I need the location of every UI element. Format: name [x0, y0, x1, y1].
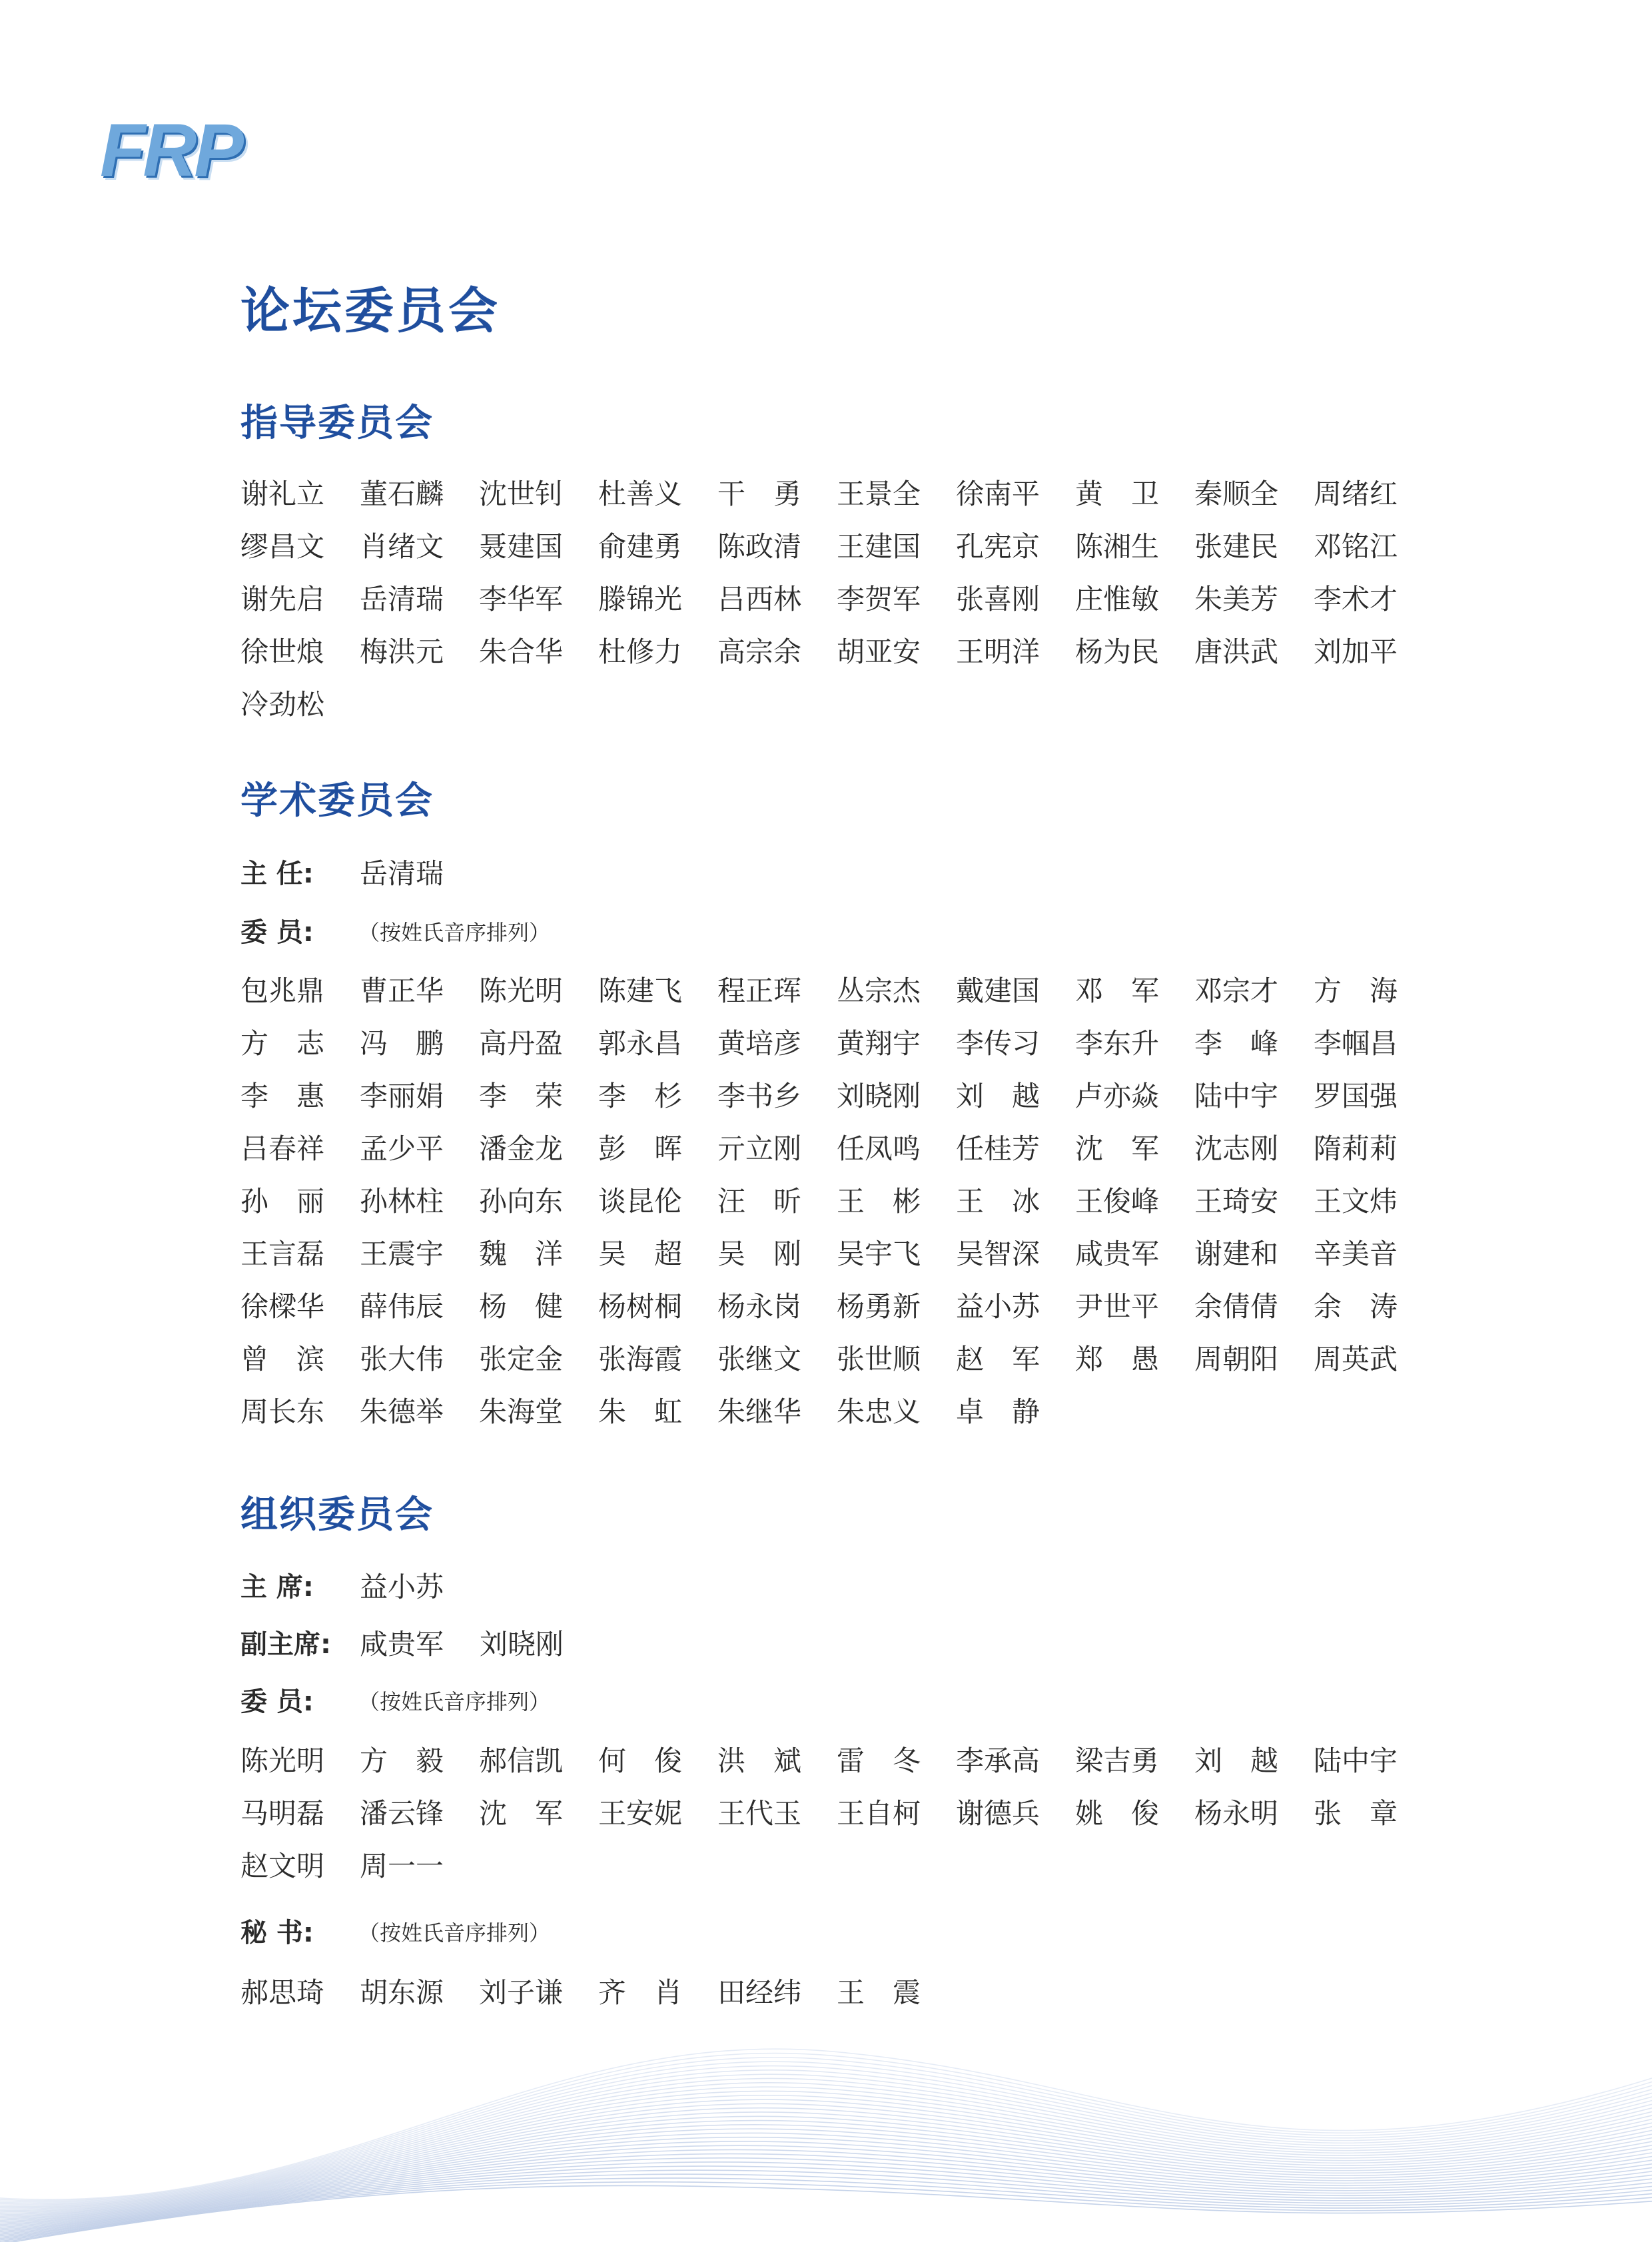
page-title: 论坛委员会	[240, 282, 500, 340]
guidance-member-name: 邓铭江	[1314, 530, 1398, 563]
academic-member-name: 吴智深	[956, 1238, 1040, 1270]
academic-member-name: 朱继华	[717, 1395, 802, 1428]
academic-member-name: 亓立刚	[717, 1132, 802, 1165]
secretary-name: 刘子谦	[479, 1976, 564, 2009]
academic-member-name: 杨勇新	[837, 1290, 921, 1323]
guidance-member-name: 沈世钊	[479, 478, 564, 510]
guidance-member-name: 王建国	[837, 530, 921, 563]
guidance-member-name: 孔宪京	[956, 530, 1040, 563]
guidance-member-name: 滕锦光	[598, 583, 683, 615]
academic-member-name: 张大伟	[360, 1343, 444, 1375]
frp-logo: FRP	[100, 109, 241, 192]
guidance-member-name: 张喜刚	[956, 583, 1040, 615]
academic-member-name: 周朝阳	[1194, 1343, 1279, 1375]
academic-member-name: 罗国强	[1314, 1080, 1398, 1112]
organizing-chair-row	[240, 1567, 480, 1607]
secretary-name: 郝思琦	[240, 1976, 325, 2009]
guidance-member-name: 吕西林	[717, 583, 802, 615]
academic-member-name: 张继文	[717, 1343, 802, 1375]
academic-member-name: 李书乡	[717, 1080, 802, 1112]
academic-member-name: 杨树桐	[598, 1290, 683, 1323]
guidance-member-name: 梅洪元	[360, 635, 444, 668]
organizing-member-name: 刘 越	[1194, 1744, 1278, 1777]
academic-member-name: 王琦安	[1194, 1185, 1279, 1218]
academic-member-name: 周英武	[1314, 1343, 1398, 1375]
academic-member-name: 方 志	[240, 1027, 324, 1060]
academic-member-name: 李丽娟	[360, 1080, 444, 1112]
academic-member-name: 咸贵军	[1075, 1238, 1160, 1270]
academic-member-name: 张定金	[479, 1343, 564, 1375]
guidance-member-name: 王景全	[837, 478, 921, 510]
organizing-member-name: 何 俊	[598, 1744, 682, 1777]
academic-member-name: 卢亦焱	[1075, 1080, 1160, 1112]
guidance-member-name: 刘加平	[1314, 635, 1398, 668]
academic-member-name: 李 惠	[240, 1080, 324, 1112]
organizing-member-name: 张 章	[1314, 1797, 1398, 1830]
academic-member-name: 丛宗杰	[837, 974, 921, 1007]
academic-member-name: 薛伟辰	[360, 1290, 444, 1323]
academic-heading: 学术委员会	[240, 779, 434, 823]
organizing-member-name: 陈光明	[240, 1744, 325, 1777]
academic-member-name: 孟少平	[360, 1132, 444, 1165]
academic-chair-name: 岳清瑞	[360, 857, 444, 890]
guidance-member-name: 李贺军	[837, 583, 921, 615]
academic-chair-label: 主 任:	[240, 859, 314, 889]
organizing-member-name: 赵文明	[240, 1850, 325, 1882]
academic-member-name: 余倩倩	[1194, 1290, 1279, 1323]
organizing-member-name: 李承高	[956, 1744, 1040, 1777]
organizing-member-name: 郝信凯	[479, 1744, 564, 1777]
academic-member-name: 刘 越	[956, 1080, 1040, 1112]
academic-member-name: 李东升	[1075, 1027, 1160, 1060]
academic-member-name: 王俊峰	[1075, 1185, 1160, 1218]
organizing-member-name: 姚 俊	[1075, 1797, 1159, 1830]
academic-member-name: 周长东	[240, 1395, 325, 1428]
academic-member-name: 沈 军	[1075, 1132, 1159, 1165]
organizing-heading: 组织委员会	[240, 1493, 434, 1537]
secretary-note: （按姓氏音序排列）	[358, 1920, 551, 1946]
guidance-member-name: 黄 卫	[1075, 478, 1159, 510]
academic-member-name: 王震宇	[360, 1238, 444, 1270]
guidance-member-name: 杜善义	[598, 478, 683, 510]
academic-member-name: 张海霞	[598, 1343, 683, 1375]
guidance-member-name: 李术才	[1314, 583, 1398, 615]
academic-member-name: 徐樑华	[240, 1290, 325, 1323]
academic-member-name: 孙向东	[479, 1185, 564, 1218]
secretary-row	[240, 1913, 550, 1953]
academic-member-name: 刘晓刚	[837, 1080, 921, 1112]
organizing-member-label: 委 员:	[240, 1686, 314, 1717]
guidance-member-name: 陈湘生	[1075, 530, 1160, 563]
guidance-member-name: 周绪红	[1314, 478, 1398, 510]
academic-member-name: 高丹盈	[479, 1027, 564, 1060]
guidance-member-name: 朱美芳	[1194, 583, 1279, 615]
academic-member-name: 程正珲	[717, 974, 802, 1007]
academic-member-name: 陈建飞	[598, 974, 683, 1007]
academic-member-name: 孙林柱	[360, 1185, 444, 1218]
guidance-member-name: 胡亚安	[837, 635, 921, 668]
academic-member-name: 谈昆伦	[598, 1185, 683, 1218]
academic-member-row	[240, 913, 550, 952]
organizing-member-name: 王代玉	[717, 1797, 802, 1830]
organizing-member-name: 梁吉勇	[1075, 1744, 1160, 1777]
academic-member-name: 朱 虹	[598, 1395, 682, 1428]
organizing-vice-name: 咸贵军	[360, 1628, 444, 1661]
academic-member-name: 任桂芳	[956, 1132, 1040, 1165]
organizing-vice-label: 副主席:	[240, 1629, 331, 1660]
academic-member-name: 谢建和	[1194, 1238, 1279, 1270]
academic-member-name: 余 涛	[1314, 1290, 1398, 1323]
guidance-member-name: 谢礼立	[240, 478, 325, 510]
academic-member-name: 曾 滨	[240, 1343, 324, 1375]
academic-member-name: 益小苏	[956, 1290, 1040, 1323]
organizing-member-name: 马明磊	[240, 1797, 325, 1830]
guidance-heading: 指导委员会	[240, 402, 434, 445]
academic-member-name: 王 冰	[956, 1185, 1040, 1218]
organizing-member-row	[240, 1682, 550, 1722]
academic-chair-row	[240, 854, 480, 894]
academic-member-name: 曹正华	[360, 974, 444, 1007]
academic-member-name: 邓 军	[1075, 974, 1159, 1007]
academic-member-name: 潘金龙	[479, 1132, 564, 1165]
guidance-member-name: 高宗余	[717, 635, 802, 668]
decorative-wave	[0, 1998, 1652, 2242]
guidance-member-name: 杨为民	[1075, 635, 1160, 668]
organizing-member-note: （按姓氏音序排列）	[358, 1689, 551, 1714]
academic-member-name: 包兆鼎	[240, 974, 325, 1007]
organizing-vice-name: 刘晓刚	[480, 1628, 564, 1661]
academic-member-name: 王 彬	[837, 1185, 921, 1218]
organizing-member-name: 周一一	[360, 1850, 444, 1882]
academic-member-name: 郭永昌	[598, 1027, 683, 1060]
guidance-member-name: 唐洪武	[1194, 635, 1279, 668]
guidance-member-name: 庄惟敏	[1075, 583, 1160, 615]
academic-member-name: 孙 丽	[240, 1185, 324, 1218]
guidance-member-name: 陈政清	[717, 530, 802, 563]
academic-member-name: 汪 昕	[717, 1185, 801, 1218]
academic-member-name: 李帼昌	[1314, 1027, 1398, 1060]
academic-member-name: 赵 军	[956, 1343, 1040, 1375]
academic-member-name: 彭 晖	[598, 1132, 682, 1165]
academic-member-name: 冯 鹏	[360, 1027, 444, 1060]
organizing-names	[240, 1734, 1433, 1892]
academic-member-name: 吴 刚	[717, 1238, 801, 1270]
academic-member-name: 李 峰	[1194, 1027, 1278, 1060]
academic-member-note: （按姓氏音序排列）	[358, 920, 551, 945]
academic-member-name: 卓 静	[956, 1395, 1040, 1428]
academic-member-name: 张世顺	[837, 1343, 921, 1375]
academic-member-name: 朱忠义	[837, 1395, 921, 1428]
organizing-member-name: 雷 冬	[837, 1744, 921, 1777]
academic-member-name: 陆中宇	[1194, 1080, 1279, 1112]
organizing-member-name: 沈 军	[479, 1797, 563, 1830]
organizing-member-name: 方 毅	[360, 1744, 444, 1777]
guidance-names	[240, 468, 1433, 731]
academic-member-name: 李 荣	[479, 1080, 563, 1112]
guidance-member-name: 王明洋	[956, 635, 1040, 668]
academic-member-name: 王言磊	[240, 1238, 325, 1270]
academic-member-name: 李传习	[956, 1027, 1040, 1060]
academic-member-name: 辛美音	[1314, 1238, 1398, 1270]
academic-member-name: 隋莉莉	[1314, 1132, 1398, 1165]
academic-member-name: 黄培彦	[717, 1027, 802, 1060]
academic-member-name: 王文炜	[1314, 1185, 1398, 1218]
academic-member-name: 方 海	[1314, 974, 1398, 1007]
guidance-member-name: 徐世烺	[240, 635, 325, 668]
academic-member-name: 尹世平	[1075, 1290, 1160, 1323]
guidance-member-name: 杜修力	[598, 635, 683, 668]
academic-names	[240, 964, 1433, 1438]
academic-member-name: 黄翔宇	[837, 1027, 921, 1060]
guidance-member-name: 谢先启	[240, 583, 325, 615]
academic-member-name: 沈志刚	[1194, 1132, 1279, 1165]
guidance-member-name: 秦顺全	[1194, 478, 1279, 510]
academic-member-label: 委 员:	[240, 917, 314, 948]
guidance-member-name: 董石麟	[360, 478, 444, 510]
academic-member-name: 戴建国	[956, 974, 1040, 1007]
guidance-member-name: 岳清瑞	[360, 583, 444, 615]
academic-member-name: 杨永岗	[717, 1290, 802, 1323]
organizing-member-name: 洪 斌	[717, 1744, 801, 1777]
guidance-member-name: 干 勇	[717, 478, 801, 510]
academic-member-name: 朱海堂	[479, 1395, 564, 1428]
organizing-member-name: 杨永明	[1194, 1797, 1279, 1830]
academic-member-name: 任凤鸣	[837, 1132, 921, 1165]
guidance-member-name: 缪昌文	[240, 530, 325, 563]
guidance-member-name: 冷劲松	[240, 688, 325, 721]
organizing-member-name: 陆中宇	[1314, 1744, 1398, 1777]
academic-member-name: 邓宗才	[1194, 974, 1279, 1007]
organizing-chair-name: 益小苏	[360, 1571, 444, 1603]
organizing-vice-row	[240, 1625, 600, 1665]
guidance-member-name: 聂建国	[479, 530, 564, 563]
guidance-member-name: 徐南平	[956, 478, 1040, 510]
academic-member-name: 朱德举	[360, 1395, 444, 1428]
academic-member-name: 魏 洋	[479, 1238, 563, 1270]
academic-member-name: 李 杉	[598, 1080, 682, 1112]
guidance-member-name: 李华军	[479, 583, 564, 615]
organizing-member-name: 潘云锋	[360, 1797, 444, 1830]
secretary-name: 田经纬	[717, 1976, 802, 2009]
guidance-member-name: 肖绪文	[360, 530, 444, 563]
academic-member-name: 杨 健	[479, 1290, 563, 1323]
academic-member-name: 吕春祥	[240, 1132, 325, 1165]
guidance-member-name: 俞建勇	[598, 530, 683, 563]
organizing-member-name: 王自柯	[837, 1797, 921, 1830]
secretary-name: 胡东源	[360, 1976, 444, 2009]
guidance-member-name: 朱合华	[479, 635, 564, 668]
organizing-member-name: 谢德兵	[956, 1797, 1040, 1830]
academic-member-name: 陈光明	[479, 974, 564, 1007]
organizing-member-name: 王安妮	[598, 1797, 683, 1830]
secretary-name: 齐 肖	[598, 1976, 682, 2009]
secretary-name: 王 震	[837, 1976, 921, 2009]
secretary-label: 秘 书:	[240, 1918, 314, 1948]
organizing-chair-label: 主 席:	[240, 1572, 314, 1603]
academic-member-name: 吴 超	[598, 1238, 682, 1270]
academic-member-name: 吴宇飞	[837, 1238, 921, 1270]
guidance-member-name: 张建民	[1194, 530, 1279, 563]
academic-member-name: 郑 愚	[1075, 1343, 1159, 1375]
